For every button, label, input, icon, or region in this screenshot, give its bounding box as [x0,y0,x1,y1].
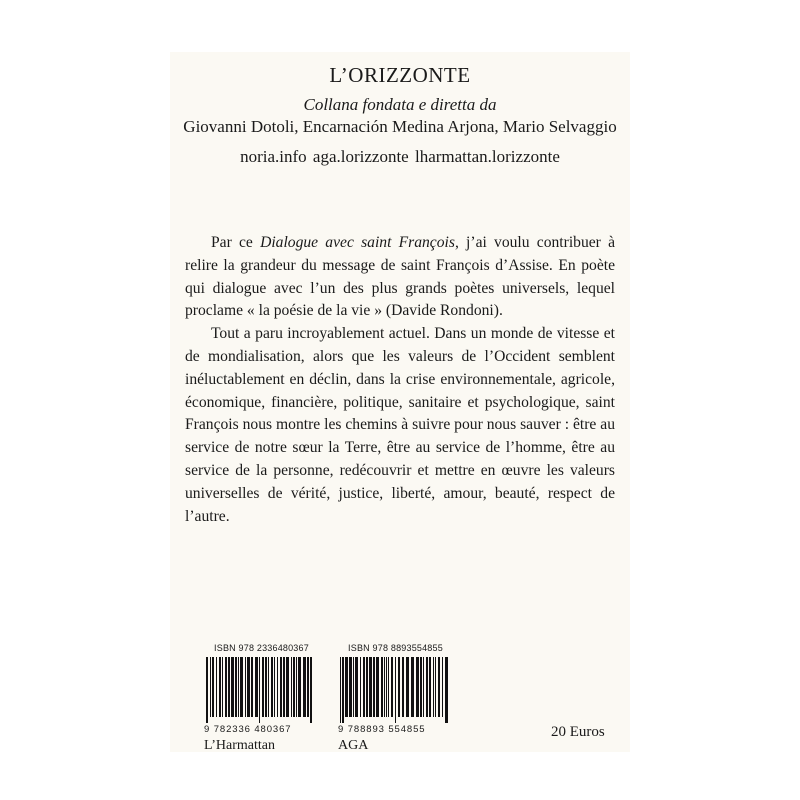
barcode-icon [338,657,450,723]
blurb-p1-start: Par ce [211,234,261,251]
barcode-bar [212,657,214,717]
barcode-bar [411,657,414,717]
barcode-bar [231,657,234,717]
barcode-bar [296,657,297,717]
barcode-bar [433,657,434,717]
barcode-bar [340,657,341,723]
barcode-bar [268,657,269,717]
blurb-paragraph-1 [185,232,615,323]
barcode-bar [262,657,264,717]
barcode-bar [353,657,354,717]
barcode-bar [265,657,267,717]
barcode-bar [355,657,358,717]
barcode-bar [235,657,237,717]
barcode-bar [438,657,440,717]
barcode-bar [388,657,389,717]
barcode-bar [310,657,312,723]
blurb-text [185,232,615,528]
barcode-bar [238,657,239,717]
barcode-bar [423,657,424,717]
barcode-bar [395,657,396,723]
price: 20 Euros [551,724,605,740]
barcode-bar [293,657,295,717]
barcode-bar [274,657,275,717]
barcode-bar [225,657,227,717]
barcode-bar [386,657,387,717]
barcode-bar [271,657,273,717]
barcode-bar [228,657,230,717]
isbn-label: ISBN 978 2336480367 [214,643,309,653]
barcode-bar [429,657,431,717]
isbn-label: ISBN 978 8893554855 [348,643,443,653]
barcode-bar [245,657,246,717]
barcode-bar [345,657,348,717]
barcode-bar [307,657,309,717]
barcode-bar [251,657,253,717]
barcode-bar [255,657,258,717]
barcode-bar [366,657,368,717]
barcode-bar [445,657,448,723]
barcode-bar [363,657,365,717]
publisher-name: L’Harmattan [204,738,276,753]
book-title: Dialogue avec saint François [260,234,455,251]
barcode-bar [206,657,208,723]
barcode-bar [398,657,400,717]
barcode-bar [277,657,278,717]
barcode-bar [259,657,260,723]
barcode-bar [247,657,250,717]
barcode-bar [210,657,211,717]
barcode-bar [381,657,383,717]
barcode-bar [216,657,217,717]
barcode-bar [406,657,409,717]
barcode-bar [376,657,379,717]
barcode-block-harmattan [204,643,319,754]
barcode-bar [291,657,292,717]
series-subtitle: Collana fondata e diretta da [303,95,497,114]
barcode-bar [442,657,443,717]
barcode-bar [349,657,352,717]
series-title: L’ORIZZONTE [329,63,471,87]
barcode-bar [298,657,301,717]
series-directors: Giovanni Dotoli, Encarnación Medina Arjona, Mario Selvaggio [183,117,617,136]
barcode-bar [342,657,344,723]
barcode-bar [402,657,404,717]
barcode-icon [204,657,316,723]
barcode-bar [219,657,221,717]
barcode-digits: 9 782336 480367 [204,724,292,735]
barcode-bar [373,657,375,717]
series-header [0,62,800,168]
barcode-digits: 9 788893 554855 [338,724,426,735]
barcode-block-aga [338,643,453,754]
barcode-bar [286,657,289,717]
barcode-bar [360,657,361,717]
barcode-bar [420,657,422,717]
series-links: noria.info aga.lorizzonte lharmattan.lorizzonte [240,147,560,166]
barcode-bar [222,657,223,717]
barcode-bar [283,657,285,717]
barcode-bar [426,657,428,717]
publisher-name: AGA [338,738,369,753]
barcode-bar [416,657,419,717]
barcode-bar [240,657,243,717]
barcode-bar [280,657,282,717]
barcode-bar [303,657,306,717]
barcode-bar [369,657,372,717]
barcode-bar [435,657,436,717]
blurb-p1-end: , j’ai voulu contribuer à relire la grandeur du message de saint François d’Assise. En poète qui dialogue avec l’un des plus grands poètes universels, lequel proclame « la poésie de la vie » (Davide Rondoni). [185,234,615,320]
barcode-bar [391,657,393,717]
barcode-bar [384,657,385,717]
blurb-paragraph-2: Tout a paru incroyablement actuel. Dans un monde de vitesse et de mondialisation, alors que les valeurs de l’Occident semblent inéluctablement en déclin, dans la crise environnementale, agricole, économique, financière, politique, sanitaire et psychologique, saint François nous montre les chemins à suivre pour nous sauver : être au service de notre sœur la Terre, être au service de l’homme, être au service de la personne, redécouvrir et mettre en œuvre les valeurs universelles de vérité, justice, liberté, amour, beauté, respect de l’autre. [185,325,615,525]
